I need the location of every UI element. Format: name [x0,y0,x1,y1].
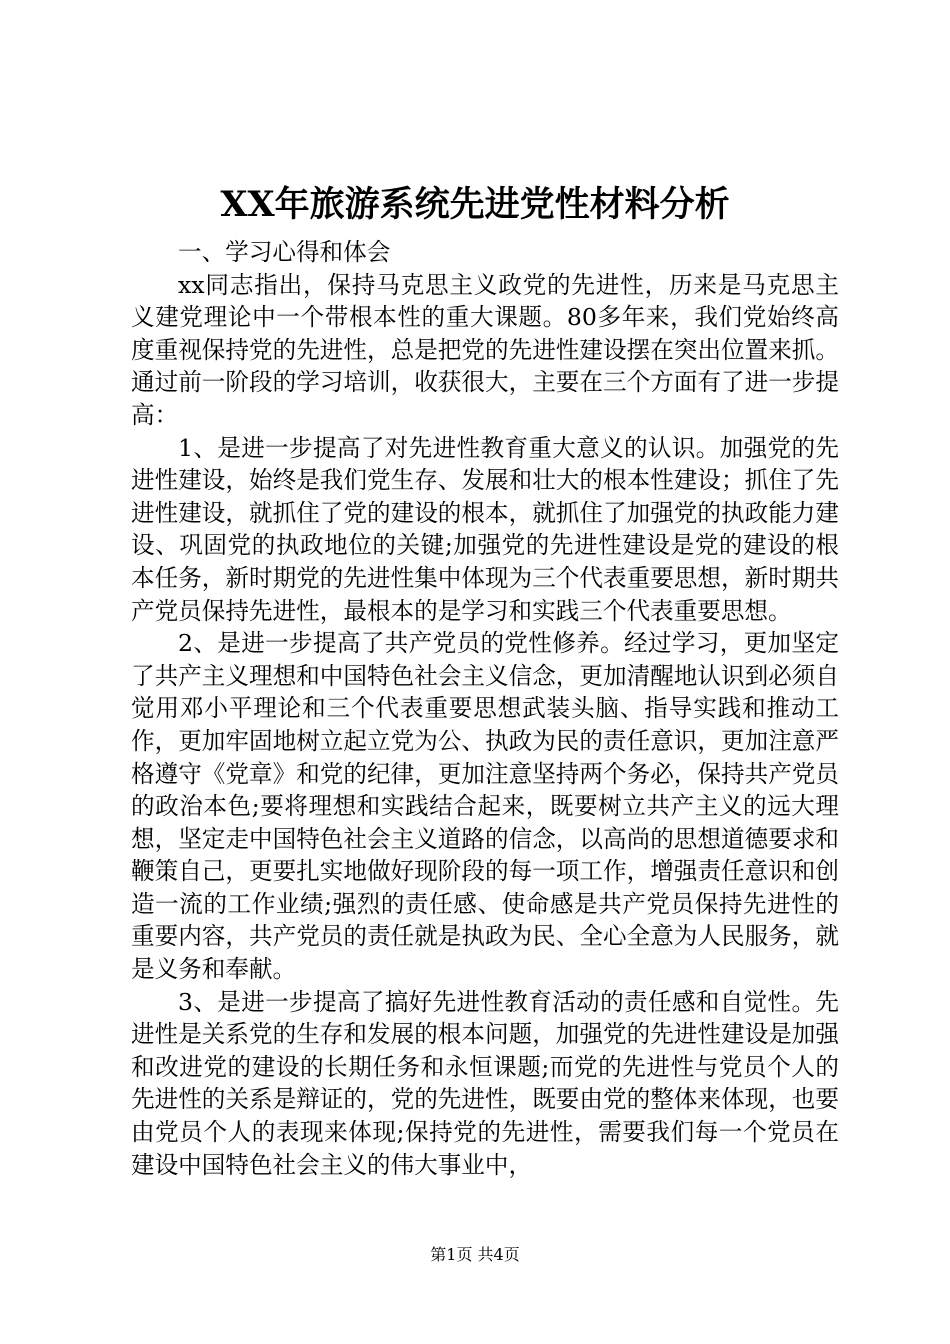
body-paragraph: 1、是进一步提高了对先进性教育重大意义的认识。加强党的先进性建设，始终是我们党生存、发展和壮大的根本性建设；抓住了先进性建设，就抓住了党的建设的根本，就抓住了加强党的执政能力建设、巩固党的执政地位的关键;加强党的先进性建设是党的建设的根本任务，新时期党的先进性集中体现为三个代表重要思想，新时期共产党员保持先进性，最根本的是学习和实践三个代表重要思想。 [131,433,839,625]
body-paragraph: 3、是进一步提高了搞好先进性教育活动的责任感和自觉性。先进性是关系党的生存和发展的根本问题，加强党的先进性建设是加强和改进党的建设的长期任务和永恒课题;而党的先进性与党员个人的先进性的关系是辩证的，党的先进性，既要由党的整体来体现，也要由党员个人的表现来体现;保持党的先进性，需要我们每一个党员在建设中国特色社会主义的伟大事业中， [131,987,839,1179]
section-heading: 一、学习心得和体会 [178,238,391,266]
document-title: XX年旅游系统先进党性材料分析 [220,184,730,225]
document-body [131,236,839,1181]
body-paragraph: xx同志指出，保持马克思主义政党的先进性，历来是马克思主义建党理论中一个带根本性的重大课题。80多年来，我们党始终高度重视保持党的先进性，总是把党的先进性建设摆在突出位置来抓。通过前一阶段的学习培训，收获很大，主要在三个方面有了进一步提高： [131,270,839,429]
body-paragraph: 2、是进一步提高了共产党员的党性修养。经过学习，更加坚定了共产主义理想和中国特色社会主义信念，更加清醒地认识到必须自觉用邓小平理论和三个代表重要思想武装头脑、指导实践和推动工作，更加牢固地树立起立党为公、执政为民的责任意识，更加注意严格遵守《党章》和党的纪律，更加注意坚持两个务必，保持共产党员的政治本色;要将理想和实践结合起来，既要树立共产主义的远大理想，坚定走中国特色社会主义道路的信念，以高尚的思想道德要求和鞭策自己，更要扎实地做好现阶段的每一项工作，增强责任意识和创造一流的工作业绩;强烈的责任感、使命感是共产党员保持先进性的重要内容，共产党员的责任就是执政为民、全心全意为人民服务，就是义务和奉献。 [131,629,839,984]
page-number-footer: 第1页 共4页 [430,1245,520,1264]
